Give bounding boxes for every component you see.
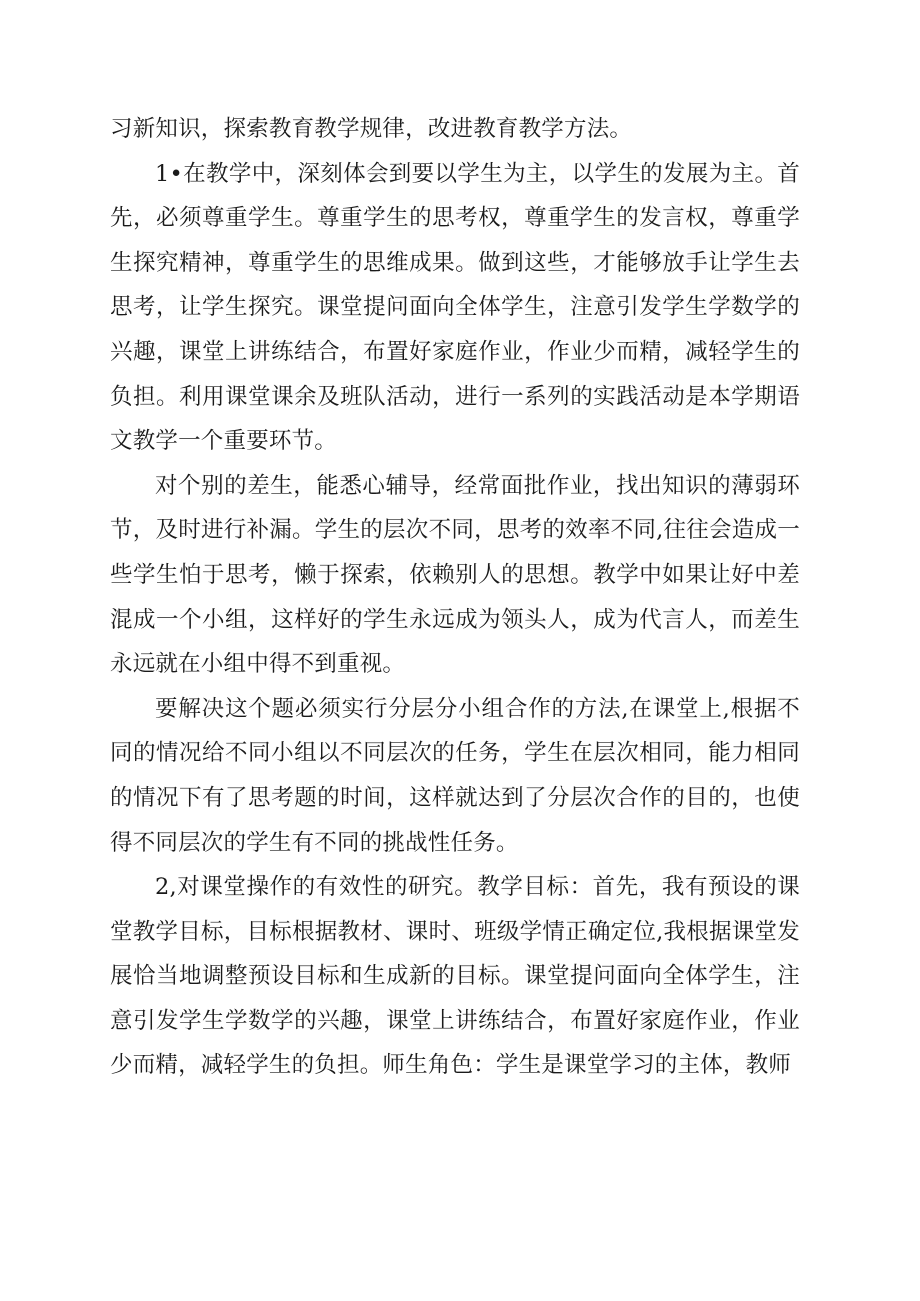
paragraph-group-cooperation: 要解决这个题必须实行分层分小组合作的方法,在课堂上,根据不同的情况给不同小组以不同层次的任务，学生在层次相同，能力相同的情况下有了思考题的时间，这样就达到了分层次合作的目的，也使得不同层次的学生有不同的挑战性任务。	[110, 695, 800, 856]
paragraph-weak-students: 对个别的差生，能悉心辅导，经常面批作业，找出知识的薄弱环节，及时进行补漏。学生的层次不同，思考的效率不同,往往会造成一些学生怕于思考，懒于探索，依赖别人的思想。教学中如果让好中差混成一个小组，这样好的学生永远成为领头人，成为代言人，而差生永远就在小组中得不到重视。	[110, 472, 800, 678]
paragraph-continuation: 习新知识，探索教育教学规律，改进教育教学方法。	[110, 116, 633, 142]
paragraph-point-1: 1•在教学中，深刻体会到要以学生为主，以学生的发展为主。首先，必须尊重学生。尊重学生的思考权，尊重学生的发言权，尊重学生探究精神，尊重学生的思维成果。做到这些，才能够放手让学生去思考，让学生探究。课堂提问面向全体学生，注意引发学生学数学的兴趣，课堂上讲练结合，布置好家庭作业，作业少而精，减轻学生的负担。利用课堂课余及班队活动，进行一系列的实践活动是本学期语文教学一个重要环节。	[110, 160, 800, 455]
document-body	[110, 107, 800, 1088]
paragraph-point-2: 2,对课堂操作的有效性的研究。教学目标：首先，我有预设的课堂教学目标，目标根据教材、课时、班级学情正确定位,我根据课堂发展恰当地调整预设目标和生成新的目标。课堂提问面向全体学生，注意引发学生学数学的兴趣，课堂上讲练结合，布置好家庭作业，作业少而精，减轻学生的负担。师生角色：学生是课堂学习的主体，教师	[110, 874, 800, 1079]
